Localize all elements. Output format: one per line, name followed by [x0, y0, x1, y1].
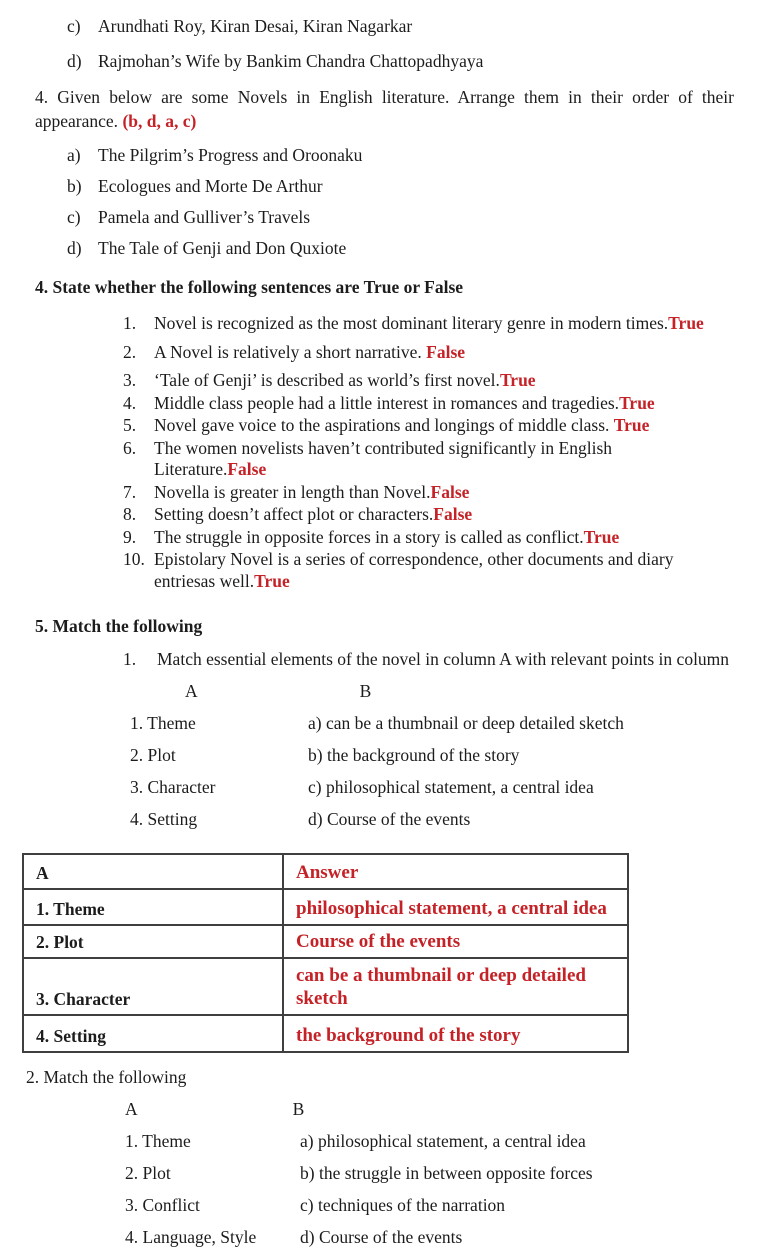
tf-item [123, 342, 728, 364]
tf-answer: True [583, 526, 620, 547]
statement: Epistolary Novel is a series of correspondence, other documents and diary entriesas well. [154, 549, 674, 591]
item-number: 4. [123, 392, 137, 413]
tf-item [123, 482, 728, 504]
option-label: c) [67, 207, 81, 227]
match-right: b) the background of the story [308, 745, 520, 765]
item-number: 1. [123, 649, 137, 669]
tf-item [123, 438, 728, 481]
match-row [125, 1226, 734, 1249]
tf-answer: True [668, 313, 704, 333]
item-text [154, 370, 728, 392]
statement: A Novel is relatively a short narrative. [154, 341, 427, 362]
match-left: 1. Theme [130, 713, 196, 733]
item-text [154, 504, 728, 526]
option-text: The Pilgrim’s Progress and Oroonaku [98, 145, 363, 165]
table-answer: philosophical statement, a central idea [283, 889, 628, 925]
table-answer: Course of the events [283, 925, 628, 958]
match-answer-table [22, 853, 629, 1053]
statement: Novel is recognized as the most dominant literary genre in modern times. [154, 313, 669, 333]
match-row [125, 1194, 734, 1217]
tf-item [123, 313, 728, 335]
table-item: 3. Character [23, 958, 283, 1015]
match-left: 3. Conflict [125, 1195, 200, 1215]
item-text [154, 549, 728, 592]
option-label: d) [67, 51, 82, 71]
option-row [67, 205, 734, 229]
match-right: a) can be a thumbnail or deep detailed sketch [308, 713, 624, 733]
item-number: 9. [123, 526, 137, 547]
tf-item [123, 504, 728, 526]
match-right: c) techniques of the narration [300, 1195, 506, 1215]
item-number: 3. [123, 370, 137, 390]
option-text: Pamela and Gulliver’s Travels [98, 207, 311, 227]
table-row [23, 1015, 628, 1052]
tf-answer: True [613, 415, 650, 435]
tf-answer: False [227, 459, 267, 479]
match-left: 4. Setting [130, 809, 198, 829]
tf-answer: True [254, 570, 290, 591]
option-label: c) [67, 16, 81, 36]
table-item: 2. Plot [23, 925, 283, 958]
item-text [154, 527, 728, 549]
tf-item [123, 527, 728, 549]
option-row [67, 236, 734, 260]
option-row [67, 49, 734, 73]
table-item: 4. Setting [23, 1015, 283, 1052]
option-text: Rajmohan’s Wife by Bankim Chandra Chattopadhyaya [98, 51, 484, 71]
match-left: 2. Plot [125, 1163, 171, 1183]
match-right: b) the struggle in between opposite forces [300, 1163, 593, 1183]
tf-item [123, 549, 728, 592]
true-false-heading: 4. State whether the following sentences are True or False [35, 277, 464, 297]
statement: The women novelists haven’t contributed significantly in English Literature. [154, 437, 612, 479]
column-headers [185, 680, 734, 703]
table-header-row [23, 854, 628, 889]
match-left: 1. Theme [125, 1131, 191, 1151]
table-row [23, 958, 628, 1015]
item-number: 8. [123, 504, 137, 524]
statement: Middle class people had a little interest in romances and tragedies. [154, 392, 620, 413]
statement: Novel gave voice to the aspirations and longings of middle class. [154, 415, 614, 435]
item-number: 6. [123, 437, 137, 458]
tf-item [123, 415, 728, 437]
match-sub2-prompt: 2. Match the following [26, 1067, 187, 1087]
table-row [23, 925, 628, 958]
tf-item [123, 370, 728, 392]
match-row [125, 1130, 734, 1153]
option-row [67, 143, 734, 167]
match-row [130, 808, 734, 831]
question-3-options [35, 14, 734, 73]
true-false-list [123, 313, 728, 592]
table-item: 1. Theme [23, 889, 283, 925]
question-4-options [35, 143, 734, 260]
item-text [154, 342, 728, 364]
option-text: Ecologues and Morte De Arthur [98, 176, 323, 196]
match-right: c) philosophical statement, a central idea [308, 777, 594, 797]
statement: The struggle in opposite forces in a story is called as conflict. [154, 526, 584, 547]
column-headers [125, 1098, 734, 1121]
match-heading: 5. Match the following [35, 616, 203, 636]
item-text [154, 393, 728, 415]
match-left: 3. Character [130, 777, 216, 797]
item-number: 10. [123, 549, 145, 569]
table-answer: can be a thumbnail or deep detailed sketch [283, 958, 628, 1015]
tf-answer: False [426, 341, 466, 362]
match-row [130, 744, 734, 767]
question-4-arrange-prompt [35, 85, 734, 133]
match-row [130, 712, 734, 735]
item-number: 2. [123, 341, 137, 362]
item-text [154, 415, 728, 437]
match-row [125, 1162, 734, 1185]
tf-answer: False [430, 481, 470, 502]
match-sub1-prompt [123, 648, 734, 671]
match-right: a) philosophical statement, a central idea [300, 1131, 586, 1151]
option-row [67, 174, 734, 198]
statement: ‘Tale of Genji’ is described as world’s first novel. [154, 370, 500, 390]
item-number: 7. [123, 481, 137, 502]
table-header-answer: Answer [283, 854, 628, 889]
tf-item [123, 393, 728, 415]
table-answer: the background of the story [283, 1015, 628, 1052]
match-right: d) Course of the events [300, 1227, 463, 1247]
match-row [130, 776, 734, 799]
item-text [154, 482, 728, 504]
item-text [154, 313, 728, 335]
table-row [23, 889, 628, 925]
option-label: b) [67, 176, 82, 196]
column-a-header: A [125, 1099, 138, 1119]
tf-answer: False [433, 504, 473, 524]
tf-answer: True [619, 392, 655, 413]
item-number: 5. [123, 415, 137, 435]
item-number: 1. [123, 313, 137, 333]
match-right: d) Course of the events [308, 809, 471, 829]
column-a-header: A [185, 681, 198, 701]
prompt-text: 4. Given below are some Novels in English literature. Arrange them in their order of their appearance. [35, 87, 734, 131]
option-text: Arundhati Roy, Kiran Desai, Kiran Nagarkar [98, 16, 413, 36]
column-b-header: B [359, 681, 372, 701]
column-b-header: B [292, 1099, 305, 1119]
statement: Setting doesn’t affect plot or characters. [154, 504, 434, 524]
match-left: 4. Language, Style [125, 1227, 257, 1247]
table-header-a: A [23, 854, 283, 889]
match-left: 2. Plot [130, 745, 176, 765]
tf-answer: True [499, 370, 536, 390]
statement: Novella is greater in length than Novel. [154, 481, 431, 502]
option-label: a) [67, 145, 81, 165]
option-row [67, 14, 734, 38]
item-text [154, 438, 728, 481]
option-label: d) [67, 238, 82, 258]
option-text: The Tale of Genji and Don Quxiote [98, 238, 347, 258]
prompt-text: Match essential elements of the novel in column A with relevant points in column [157, 649, 730, 669]
answer-key: (b, d, a, c) [122, 111, 197, 131]
